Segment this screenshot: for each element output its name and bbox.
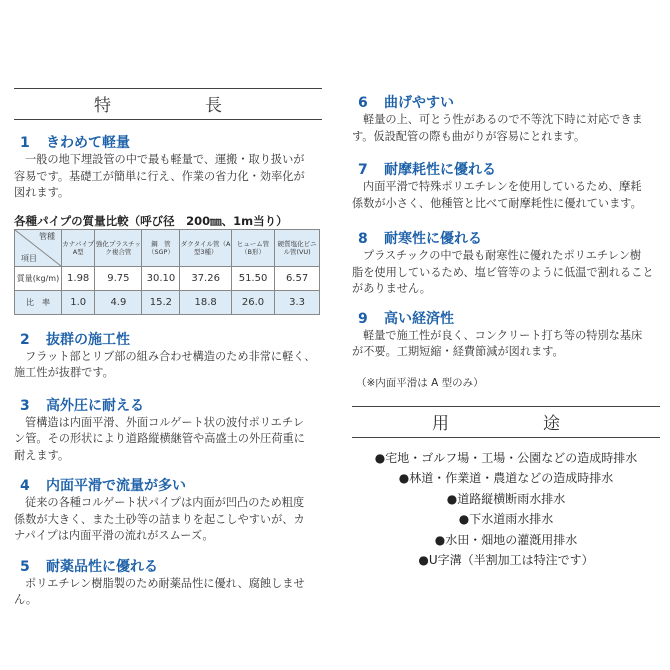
list-item: ●林道・作業道・農道などの造成時排水 xyxy=(398,471,614,485)
feature-6 xyxy=(352,92,660,145)
feature-3-text-2: ン管。その形状により道路縦横継管や高盛土の外圧荷重に xyxy=(14,432,305,445)
row-label-ratio: 比 率 xyxy=(15,290,62,314)
feature-3 xyxy=(14,395,322,465)
features-right-column xyxy=(352,92,660,571)
table-cell: 3.3 xyxy=(275,290,320,314)
feature-4-text-3: ナパイプは内面平滑の流れがスムーズ。 xyxy=(14,529,214,542)
feature-7-number: 7 xyxy=(358,162,368,178)
feature-8-text-2: 脂を使用しているため、塩ビ管等のように低温で割れること xyxy=(352,265,654,279)
list-item: ●水田・畑地の灌漑用排水 xyxy=(434,532,578,547)
feature-5-text-2: ん。 xyxy=(14,593,38,606)
corner-label-item: 項目 xyxy=(21,253,37,263)
table-cell: 30.10 xyxy=(142,266,180,290)
feature-5-text-1: ポリエチレン樹脂製のため耐薬品性に優れ、腐蝕しませ xyxy=(25,576,305,590)
feature-9-number: 9 xyxy=(358,310,368,327)
table-cell: 18.8 xyxy=(180,290,232,314)
feature-2-title: 抜群の施工性 xyxy=(46,331,130,348)
feature-8-text-3: がありません。 xyxy=(352,282,431,295)
feature-2 xyxy=(14,329,322,382)
feature-6-number: 6 xyxy=(358,95,368,111)
feature-5-number: 5 xyxy=(20,558,30,575)
uses-list xyxy=(352,448,660,571)
feature-3-title: 高外圧に耐える xyxy=(46,397,144,414)
feature-6-title: 曲げやすい xyxy=(384,95,454,111)
table-row xyxy=(15,290,320,314)
feature-9-text-2: が不要。工期短縮・経費節減が図れます。 xyxy=(352,345,564,358)
table-cell: 4.9 xyxy=(95,290,142,314)
corner-label-pipe: 管種 xyxy=(39,231,55,241)
table-cell: 1.98 xyxy=(62,266,95,290)
feature-8-title: 耐寒性に優れる xyxy=(384,231,482,247)
table-column-header: カナパイプA型 xyxy=(62,229,95,266)
feature-8-number: 8 xyxy=(358,231,368,247)
table-column-header: 鋼 管（SGP） xyxy=(142,229,180,266)
feature-8-text-1: プラスチックの中で最も耐寒性に優れたポリエチレン樹 xyxy=(363,249,642,262)
list-item: ●U字溝（半割加工は特注です） xyxy=(418,553,594,567)
feature-2-text-2: 施工性が抜群です。 xyxy=(14,366,114,379)
feature-4-text-2: 係数が大きく、また土砂等の詰まりを起こしやすいが、カ xyxy=(14,512,305,526)
feature-1 xyxy=(14,132,322,202)
feature-7-text-1: 内面平滑で特殊ポリエチレンを使用しているため、摩耗 xyxy=(363,180,642,193)
table-row xyxy=(15,266,320,290)
feature-1-text-1: 一般の地下埋設管の中で最も軽量で、運搬・取り扱いが xyxy=(25,153,305,166)
table-cell: 6.57 xyxy=(275,266,320,290)
table-cell: 26.0 xyxy=(231,290,274,314)
features-section-title: 特 長 xyxy=(14,88,322,120)
feature-3-text-3: 耐えます。 xyxy=(14,448,70,462)
table-cell: 9.75 xyxy=(95,266,142,290)
feature-1-text-3: 図れます。 xyxy=(14,186,70,199)
table-corner-cell xyxy=(15,229,62,266)
feature-8 xyxy=(352,228,660,298)
mass-comparison xyxy=(14,213,322,315)
table-header-row xyxy=(15,229,320,266)
feature-6-text-2: す。仮設配管の際も曲がりが容易にとれます。 xyxy=(352,129,586,143)
feature-7-title: 耐摩耗性に優れる xyxy=(384,162,496,178)
list-item: ●道路縦横断雨水排水 xyxy=(446,491,566,506)
feature-1-text-2: 容易です。基礎工が簡単に行え、作業の省力化・効率化が xyxy=(14,169,305,183)
feature-1-number: 1 xyxy=(20,135,30,151)
table-cell: 1.0 xyxy=(62,290,95,314)
row-label-mass: 質量(kg/m) xyxy=(15,266,62,290)
feature-3-number: 3 xyxy=(20,397,30,414)
feature-1-title: きわめて軽量 xyxy=(46,135,130,151)
feature-9 xyxy=(352,308,660,361)
table-cell: 37.26 xyxy=(180,266,232,290)
table-column-header: ヒューム管（B形） xyxy=(231,229,274,266)
table-cell: 51.50 xyxy=(231,266,274,290)
feature-6-text-1: 軽量の上、可とう性があるので不等沈下時に対応できま xyxy=(363,113,643,126)
feature-3-text-1: 管構造は内面平滑、外面コルゲート状の波付ポリエチレ xyxy=(25,415,305,429)
table-cell: 15.2 xyxy=(142,290,180,314)
feature-9-title: 高い経済性 xyxy=(384,310,454,327)
uses-section xyxy=(352,406,660,571)
list-item: ●下水道雨水排水 xyxy=(458,512,554,526)
feature-4 xyxy=(14,475,322,545)
feature-2-text-1: フラット部とリブ部の組み合わせ構造のため非常に軽く、 xyxy=(25,349,316,363)
table-column-header: 強化プラスチック複合管 xyxy=(95,229,142,266)
mass-comparison-table xyxy=(14,229,320,315)
feature-4-text-1: 従来の各種コルゲート状パイプは内面が凹凸のため粗度 xyxy=(25,496,305,509)
list-item: ●宅地・ゴルフ場・工場・公園などの造成時排水 xyxy=(374,450,638,465)
feature-7 xyxy=(352,159,660,212)
table-column-header: ダクタイル管（A型3種） xyxy=(180,229,232,266)
features-left-column xyxy=(14,88,322,609)
mass-table-title: 各種パイプの質量比較（呼び径 200㎜、1m当り） xyxy=(14,213,288,228)
feature-7-text-2: 係数が小さく、他種管と比べて耐摩耗性に優れています。 xyxy=(352,196,642,210)
feature-4-number: 4 xyxy=(20,478,30,494)
smooth-inner-note: （※内面平滑は A 型のみ） xyxy=(356,376,484,389)
uses-section-title: 用 途 xyxy=(352,406,660,438)
feature-9-text-1: 軽量で施工性が良く、コンクリート打ち等の特別な基床 xyxy=(363,328,643,342)
feature-2-number: 2 xyxy=(20,331,30,348)
table-column-header: 硬質塩化ビニル管(VU) xyxy=(275,229,320,266)
feature-5 xyxy=(14,556,322,609)
feature-5-title: 耐薬品性に優れる xyxy=(46,558,158,575)
feature-4-title: 内面平滑で流量が多い xyxy=(46,478,186,494)
